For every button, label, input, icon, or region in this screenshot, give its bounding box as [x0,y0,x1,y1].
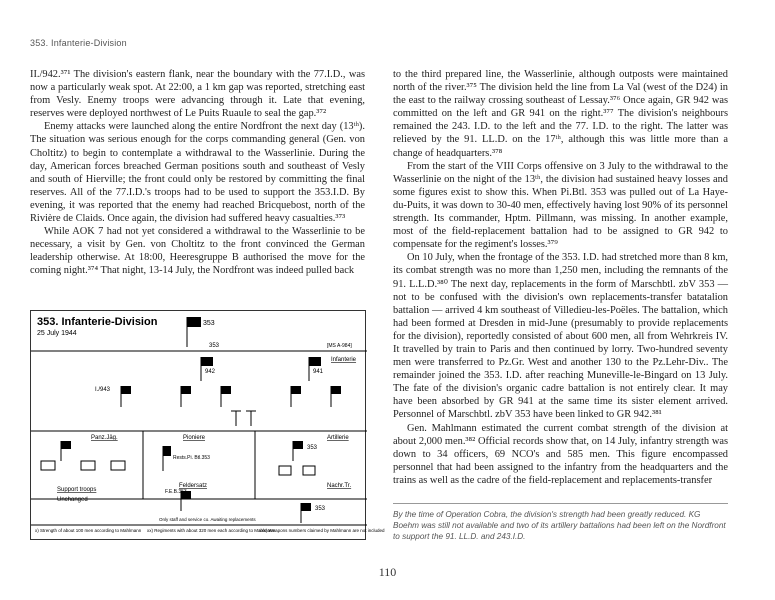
reg-942-label: 942 [205,369,216,375]
pionier-flag-icon [163,446,171,471]
paragraph: II./942.³⁷¹ The division's eastern flank, near the boundary with the 77.I.D., was now a particularly weak spot. At 22:00, a 1 km gap was reported, stretching east from Vesly. Enemy troops were advancing through it. Late that evening, reserves were deployed northwest of Le Puits Ruaule to seal the gap.³⁷² [30,69,365,120]
pionier-label: Pioniere [183,435,206,441]
nachr-number: 353 [315,506,326,512]
paragraph: While AOK 7 had not yet considered a withdrawal to the Wasserlinie to be necessary, a visit by Gen. von Choltitz to the front convinced the German leadership otherwise. At 18:00, Heeresgruppe B authorised the move for the coming night.³⁷⁴ That night, 13-14 July, the Nordfront was indeed pulled back [30,226,365,277]
hq-flag-icon [187,317,201,347]
right-column [393,68,728,487]
panz-jag-flags-icon [41,441,125,470]
order-of-battle-diagram [30,310,385,540]
panz-jag-label: Panz.Jäg. [91,435,118,441]
hq-number: 353 [203,320,215,327]
paragraph: From the start of the VIII Corps offensive on 3 July to the withdrawal to the Wasserlinie on the night of the 13ᵗʰ, the division had sustained heavy losses and some figures exist to show this. When Pi.Btl. 353 was pulled out of La Haye-du-Puits, it was down to 30-40 men, effectively having lost 90% of its personnel strength. Its commander, Hptm. Pillmann, was missing. In another example, most of the field-replacement battalion had to be assigned to GR 942 to compensate for the regiment's losses.³⁷⁹ [393,160,728,251]
support-pieces-icon [231,411,256,426]
paragraph: Gen. Mahlmann estimated the current combat strength of the division at about 2,000 men.³⁸² Official records show that, on 14 July, infantry strength was down to 34 officers, 69 NCO's and 585 men. This figure encompassed personnel that had been assigned to the infantry from the headquarters and the trains as well as the cadre of the field-replacement and replacements-transfer [393,422,728,486]
feldersatz-unit-label: F.E.B.353 [165,489,187,495]
artillery-number: 353 [307,445,318,451]
reg-941-label: 941 [313,369,324,375]
running-header: 353. Infanterie-Division [30,38,127,48]
paragraph: Enemy attacks were launched along the entire Nordfront the next day (13ᵗʰ). The situation was serious enough for the corps commanding general (Gen. von Choltitz) to begin to contemplate a withdrawal to the Wasserlinie. During the day, American forces breached German positions south and southeast of Vesly and south of Hierville; the front could only be restored by committing the final reserves. All of the 77.I.D.'s troops had to be used to support the 353.I.D. By evening, it was reported that the enemy had reached Bricquebost, north of the Rivière de Claids. Once again, the division had suffered heavy casualties.³⁷³ [30,121,365,225]
ref-code: [MS A-984] [327,343,352,349]
support-troops-label: Support troops [57,487,97,493]
diagram-title: 353. Infanterie-Division [37,316,158,328]
infantry-label: Infanterie [331,357,357,363]
hq-sub: 353 [209,343,220,349]
footnote-note: By the time of Operation Cobra, the division's strength had been greatly reduced. KG Boehm was still not available and two of its artillery battalions had been left on the Nordfront to support the 91. LL.D. and 243.I.D. [393,510,726,541]
pionier-unit-label: Rests.Pi. Btl.353 [173,455,210,461]
feldersatz-note: Only staff and service co. Awaiting replacements [159,517,256,522]
paragraph: On 10 July, when the frontage of the 353. I.D. had stretched more than 8 km, its combat strength was no more than 1,250 men, including the remnants of the 91. L.L.D.³⁸⁰ The next day, replacements in the form of Marschbtl. zbV 353 — not to be confused with the division's own replacements-transfer batatalion battalion — arrived 4 km southeast of Villedieu-les-Poëles. The battalion, which had been formed at Dresden in mid-June (presumably to provide replacements for the division), reportedly consisted of about 600 men, all from Wehrkreis IV. It travelled by train to Paris and then continued by lorry. Two-hundred seventy men were transferred to Pz.Gr. West and another 130 to the Pz.Lehr-Div.. The remainder joined the 353. I.D. after reaching Muneville-le-Bingard on 13 July. The fate of the division's organic cadre battalion is not entirely clear. It may have been absorbed by GR 941 at the same time its sister element arrived. Personnel of Marschbtl. zbV 353 have been linked to GR 942.³⁸¹ [393,252,728,421]
nachr-label: Nachr.Tr. [327,483,352,489]
diagram-svg [31,311,385,541]
legend-2: xx) Regiments with about 320 men each according to Mahlmann [147,528,276,533]
left-column [30,68,365,278]
page-number: 110 [378,565,397,579]
unchanged-label: Unchanged [57,497,88,503]
unit-943-label: I./943 [95,387,111,393]
battalion-flags [121,386,341,407]
artillerie-label: Artillerie [327,435,349,441]
diagram-date: 25 July 1944 [37,330,77,337]
legend-3: xxx) Weapons numbers claimed by Mahlmann are not included [259,528,385,533]
legend-1: x) Strength of about 100 men according to Mahlmann [35,528,142,533]
feldersatz-label: Feldersatz [179,483,208,489]
footnote-divider [393,503,728,504]
nachr-flag-icon [301,503,311,523]
paragraph: to the third prepared line, the Wasserlinie, although outposts were maintained north of the river.³⁷⁵ The division held the line from La Val (west of the D24) in the east to the railway crossing southeast of Lessay.³⁷⁶ Once again, GR 942 was committed on the left and GR 941 on the right.³⁷⁷ The division's neighbours remained the 243. I.D. to the left and the 77. I.D. to the right. The latter was relieved by the 91. LL.D. on the 17ᵗʰ, although this was little more than a change of headquarters.³⁷⁸ [393,69,728,159]
